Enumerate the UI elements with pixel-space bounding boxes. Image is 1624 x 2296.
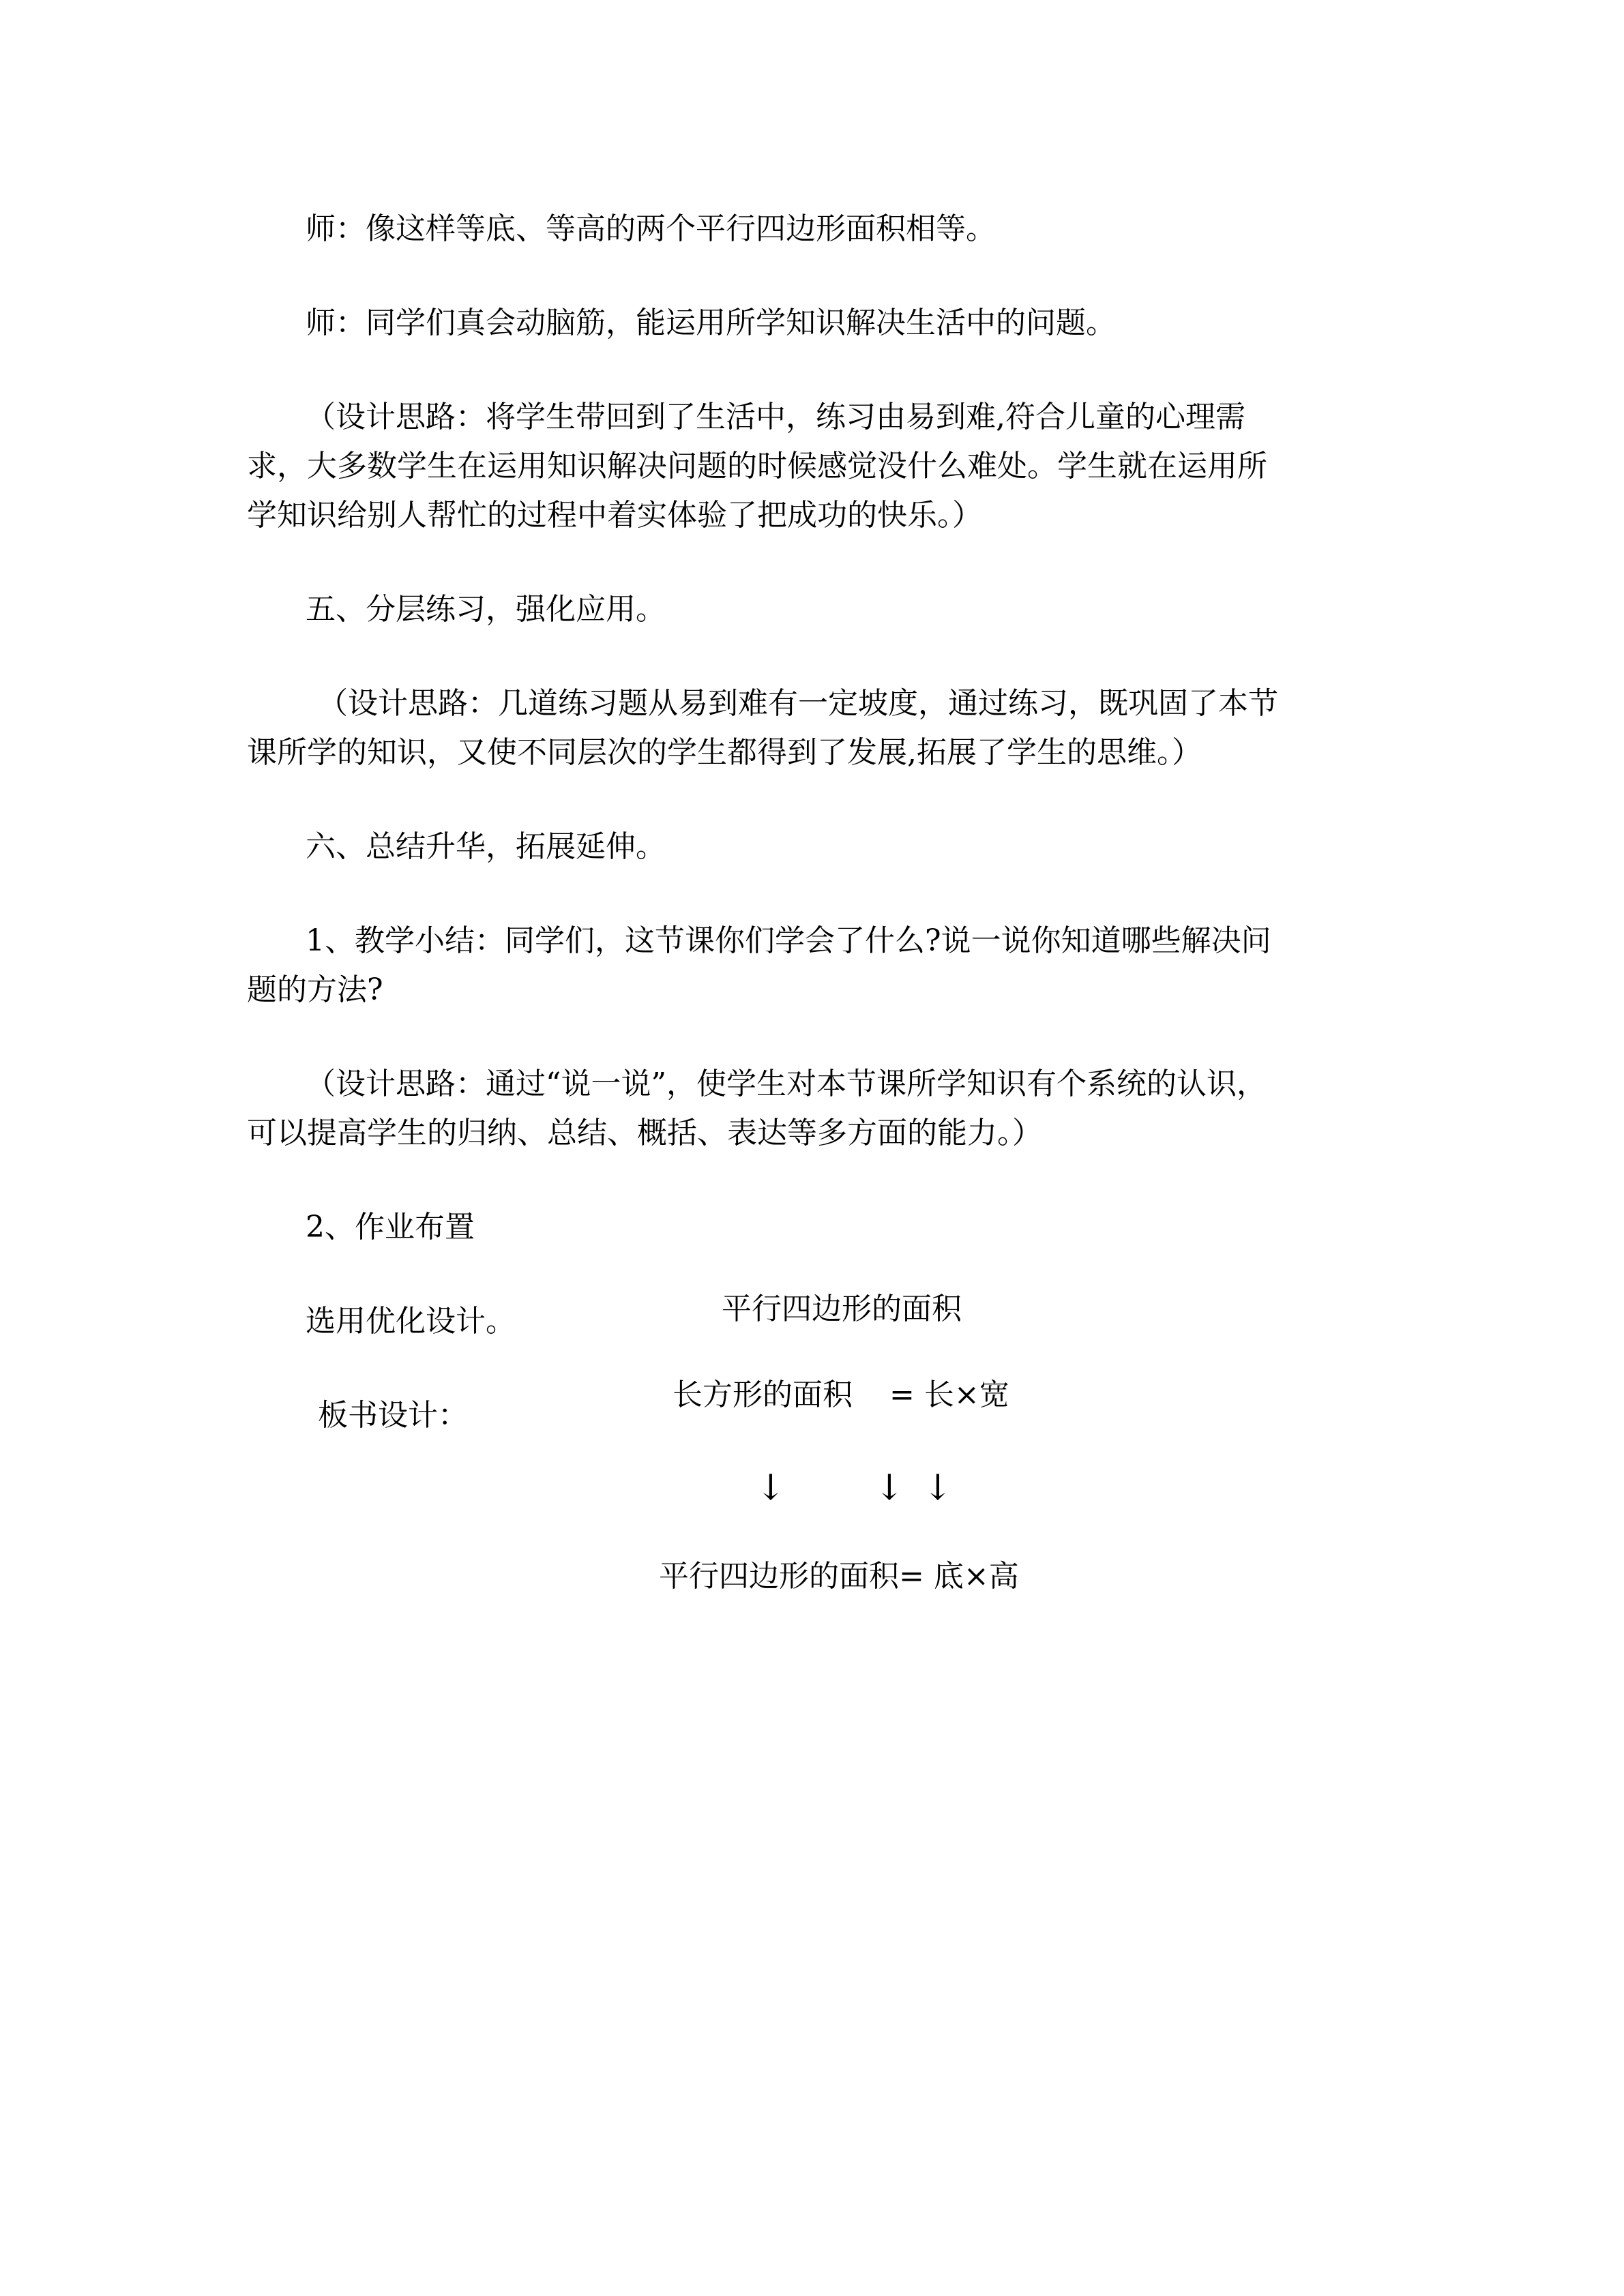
paragraph-line: （设计思路：几道练习题从易到难有一定坡度，通过练习，既巩固了本节 [318, 686, 1278, 721]
paragraph-teacher-equal-area [247, 205, 1372, 254]
down-arrow-icon: ↓ [923, 1467, 953, 1508]
section-heading-six [247, 822, 1372, 871]
paragraph-line: 可以提高学生的归纳、总结、概括、表达等多方面的能力。） [247, 1116, 1042, 1150]
board-title: 平行四边形的面积 [722, 1292, 962, 1326]
board-rectangle-formula [673, 1375, 1009, 1416]
paragraph-line: 学知识给别人帮忙的过程中着实体验了把成功的快乐。） [247, 498, 982, 533]
paragraph-line: （设计思路：通过“说一说”，使学生对本节课所学知识有个系统的认识， [306, 1067, 1267, 1101]
section-heading-five [247, 585, 1372, 634]
paragraph-line: 六、总结升华，拓展延伸。 [306, 829, 666, 864]
paragraph-line: 板书设计： [318, 1398, 468, 1433]
paragraph-line: 师：像这样等底、等高的两个平行四边形面积相等。 [306, 211, 996, 246]
paragraph-line: 题的方法? [247, 972, 383, 1007]
paragraph-homework [247, 1203, 1372, 1252]
paragraph-line: 求，大多数学生在运用知识解决问题的时候感觉没什么难处。学生就在运用所 [247, 449, 1267, 483]
paragraph-line: 师：同学们真会动脑筋，能运用所学知识解决生活中的问题。 [306, 305, 1116, 340]
paragraph-line: 五、分层练习，强化应用。 [306, 592, 666, 627]
down-arrow-icon: ↓ [756, 1467, 786, 1508]
paragraph-summary [247, 916, 1372, 1015]
paragraph-line: 课所学的知识，又使不同层次的学生都得到了发展,拓展了学生的思维。） [247, 735, 1202, 770]
paragraph-teacher-praise [247, 299, 1372, 348]
down-arrow-icon: ↓ [874, 1467, 904, 1508]
paragraph-line: 1、教学小结：同学们，这节课你们学会了什么?说一说你知道哪些解决问 [306, 923, 1271, 958]
paragraph-design-note-1 [247, 393, 1372, 540]
paragraph-line: 2、作业布置 [306, 1210, 475, 1244]
board-rectangle-expression: = 长×宽 [889, 1377, 1009, 1412]
paragraph-design-note-2 [247, 679, 1372, 777]
paragraph-line: （设计思路：将学生带回到了生活中，练习由易到难,符合儿童的心理需 [306, 400, 1245, 434]
paragraph-design-note-3 [247, 1060, 1372, 1158]
board-parallelogram-formula: 平行四边形的面积= 底×高 [659, 1559, 1019, 1594]
paragraph-line: 选用优化设计。 [306, 1304, 516, 1339]
board-rectangle-label: 长方形的面积 [673, 1377, 853, 1412]
